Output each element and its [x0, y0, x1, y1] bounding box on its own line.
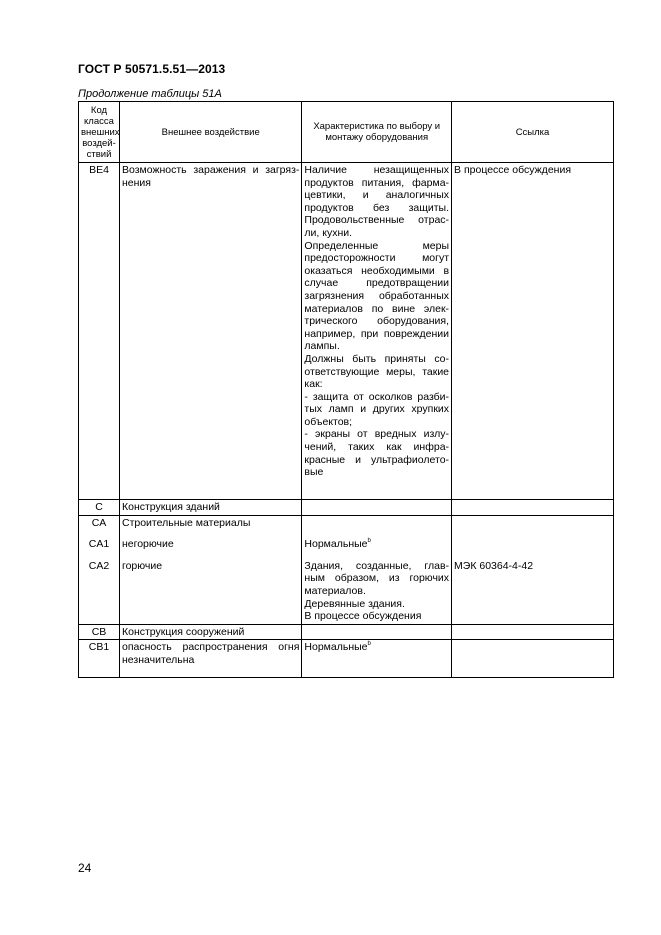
page-number: 24 — [78, 861, 92, 875]
code-ca2: CA2 — [88, 559, 110, 572]
footnote-marker: b — [367, 538, 371, 545]
characteristic-paragraph: Должны быть приняты со-ответствующие меры, такие как: — [304, 352, 450, 391]
cell-impact-group — [119, 515, 301, 624]
cell-code-group — [79, 515, 120, 624]
reference-ca2: МЭК 60364-4-42 — [454, 559, 534, 572]
table-header-row — [79, 102, 614, 163]
table-continuation-caption: Продолжение таблицы 51А — [78, 88, 222, 100]
header-char-line: монтажу оборудования — [325, 132, 429, 143]
header-code-line: Код — [90, 104, 108, 116]
characteristic-paragraph: - экраны от вредных излу-чений, таких как инфра-красные и ультрафиолето-вые — [304, 428, 450, 479]
cell-impact: Конструкция зданий — [119, 500, 301, 516]
cell-impact: Возможность заражения и загряз-нения — [119, 163, 301, 500]
characteristic-ca2: В процессе обсуждения — [304, 610, 422, 623]
footnote-marker: b — [367, 641, 371, 648]
cell-impact: Конструкция сооружений — [119, 624, 301, 640]
cell-characteristics — [302, 500, 452, 516]
code-ca: CA — [91, 516, 107, 529]
column-header-impact: Внешнее воздействие — [119, 102, 301, 163]
cell-code: C — [79, 500, 120, 516]
cell-code: BE4 — [79, 163, 120, 500]
code-ca1: CA1 — [88, 538, 110, 551]
document-header: ГОСТ Р 50571.5.51—2013 — [78, 62, 226, 76]
table-row-ca-group — [79, 515, 614, 624]
header-code-line: внешних — [81, 126, 120, 138]
cell-code: CB — [79, 624, 120, 640]
impact-ca2: горючие — [121, 559, 163, 572]
cell-reference: В процессе обсуждения — [452, 163, 614, 500]
header-code-line: класса — [84, 115, 114, 127]
characteristic-text: Нормальные — [304, 641, 368, 654]
impact-ca1: негорючие — [121, 538, 174, 551]
cell-impact: опасность распространения огня незначительна — [119, 640, 301, 678]
characteristic-ca2: Здания, созданные, глав-ным образом, из горючих материалов. — [304, 559, 450, 597]
table-row-cb — [79, 624, 614, 640]
external-influences-table — [78, 101, 614, 678]
cell-reference — [452, 500, 614, 516]
column-header-reference: Ссылка — [452, 102, 614, 163]
cell-characteristics — [302, 624, 452, 640]
header-code-line: воздей- — [82, 137, 116, 149]
cell-code: CB1 — [79, 640, 120, 678]
characteristic-paragraph: Определенные меры предосторожности могут оказаться необходимыми в случае предотвращении загрязнения обработанных материалов по вине элек-трического оборудования, например, при повреждении лампы. — [304, 239, 450, 353]
table-row-c — [79, 500, 614, 516]
table-row-be4 — [79, 163, 614, 500]
header-code-line: ствий — [86, 148, 112, 160]
cell-reference — [452, 624, 614, 640]
cell-reference-group — [452, 515, 614, 624]
impact-ca: Строительные материалы — [121, 516, 251, 529]
table-row-cb1 — [79, 640, 614, 678]
characteristic-paragraph: Наличие незащищенных продуктов питания, фарма-цевтики, и аналогичных продуктов без защиты. Продовольственные отрас-ли, кухни. — [304, 164, 450, 239]
cell-characteristics — [302, 640, 452, 678]
characteristic-ca2: Деревянные здания. — [304, 597, 405, 610]
cell-reference — [452, 640, 614, 678]
characteristic-paragraph: - защита от осколков разби-тых ламп и других хрупких объектов; — [304, 390, 450, 428]
cell-characteristics — [302, 163, 452, 500]
characteristic-text: Нормальные — [304, 538, 368, 551]
cell-characteristics-group — [302, 515, 452, 624]
header-char-line: Характеристика по выбору и — [313, 121, 441, 132]
column-header-characteristics — [302, 102, 452, 163]
characteristic-ca1 — [304, 538, 449, 551]
column-header-code — [79, 102, 120, 163]
